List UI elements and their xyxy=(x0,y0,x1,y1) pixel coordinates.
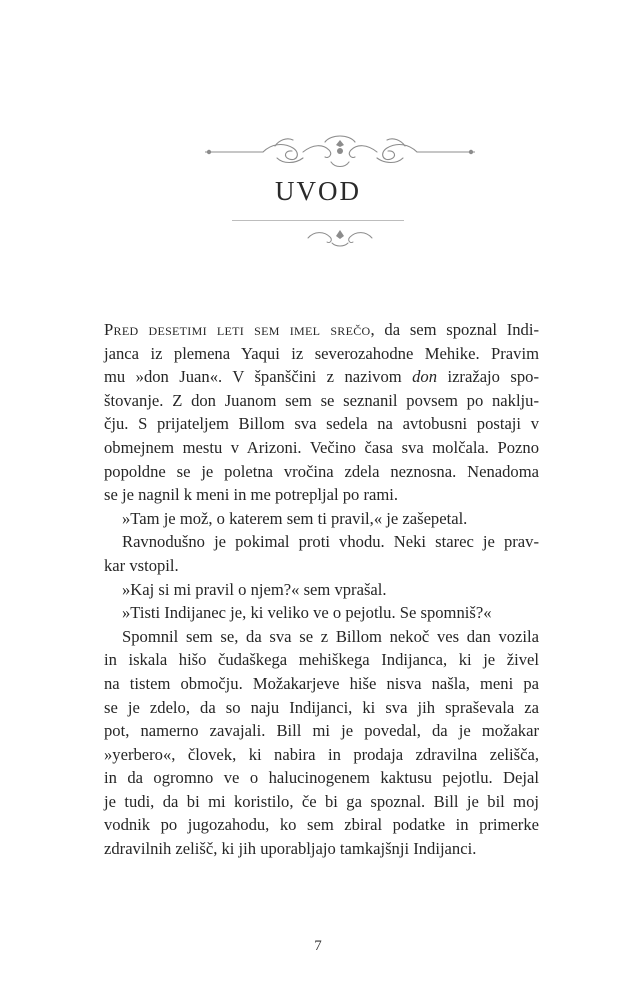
text-line: obmejnem mestu v Arizoni. Večino časa sva molčala. Pozno xyxy=(104,437,539,457)
small-caps-lead-in: Pred desetimi leti sem imel srečo xyxy=(104,320,371,339)
text-line: Spomnil sem se, da sva se z Billom nekoč ves dan vozila xyxy=(122,626,539,646)
text-line: se je zdelo, da so naju Indijanci, ki sva jih spraševala za xyxy=(104,697,539,717)
italic-term: don xyxy=(412,367,437,387)
text-run: mu »don Juan«. V španščini z nazivom xyxy=(104,367,413,387)
bottom-flourish-ornament xyxy=(300,227,380,249)
text-line: in iskala hišo čudaškega mehiškega Indijanca, ki je živel xyxy=(104,650,539,670)
text-line: »yerbero«, človek, ki nabira in prodaja zdravilna zelišča, xyxy=(104,744,539,764)
chapter-title: UVOD xyxy=(275,176,361,206)
text-line: se je nagnil k meni in me potrepljal po rami. xyxy=(104,485,399,505)
text-line: vodnik po jugozahodu, ko sem zbiral podatke in primerke xyxy=(104,815,539,835)
text-line: popoldne se je poletna vročina zdela neznosna. Nenadoma xyxy=(104,461,539,481)
text-line: štovanje. Z don Juanom sem se seznanil povsem po naklju- xyxy=(104,390,539,410)
text-run: izražajo spo- xyxy=(437,367,539,387)
body-text xyxy=(104,318,539,861)
text-line: je tudi, da bi mi koristilo, če bi ga spoznal. Bill je bil moj xyxy=(104,791,539,811)
title-divider-line xyxy=(232,220,404,221)
text-line: kar vstopil. xyxy=(104,555,179,575)
text-line xyxy=(104,318,539,342)
text-line: janca iz plemena Yaqui iz severozahodne Mehike. Pravim xyxy=(104,343,539,363)
text-line xyxy=(104,365,539,389)
text-line: »Tisti Indijanec je, ki veliko ve o pejotlu. Se spomniš?« xyxy=(122,603,492,623)
text-run: , da sem spoznal Indi- xyxy=(370,320,539,339)
top-flourish-ornament xyxy=(205,132,475,172)
text-line: na tistem območju. Možakarjeve hiše nisva našla, meni pa xyxy=(104,673,539,693)
text-line: »Kaj si mi pravil o njem?« sem vprašal. xyxy=(122,579,387,599)
page-number: 7 xyxy=(314,938,322,954)
text-line: Ravnodušno je pokimal proti vhodu. Neki starec je prav- xyxy=(122,532,539,552)
text-line: pot, namerno zavajali. Bill mi je povedal, da je možakar xyxy=(104,721,539,741)
text-line: in da ogromno ve o halucinogenem kaktusu pejotlu. Dejal xyxy=(104,768,539,788)
text-line: zdravilnih zelišč, ki jih uporabljajo tamkajšnji Indijanci. xyxy=(104,839,477,859)
text-line: čju. S prijateljem Billom sva sedela na avtobusni postaji v xyxy=(104,414,539,434)
text-line: »Tam je mož, o katerem sem ti pravil,« je zašepetal. xyxy=(122,508,468,528)
